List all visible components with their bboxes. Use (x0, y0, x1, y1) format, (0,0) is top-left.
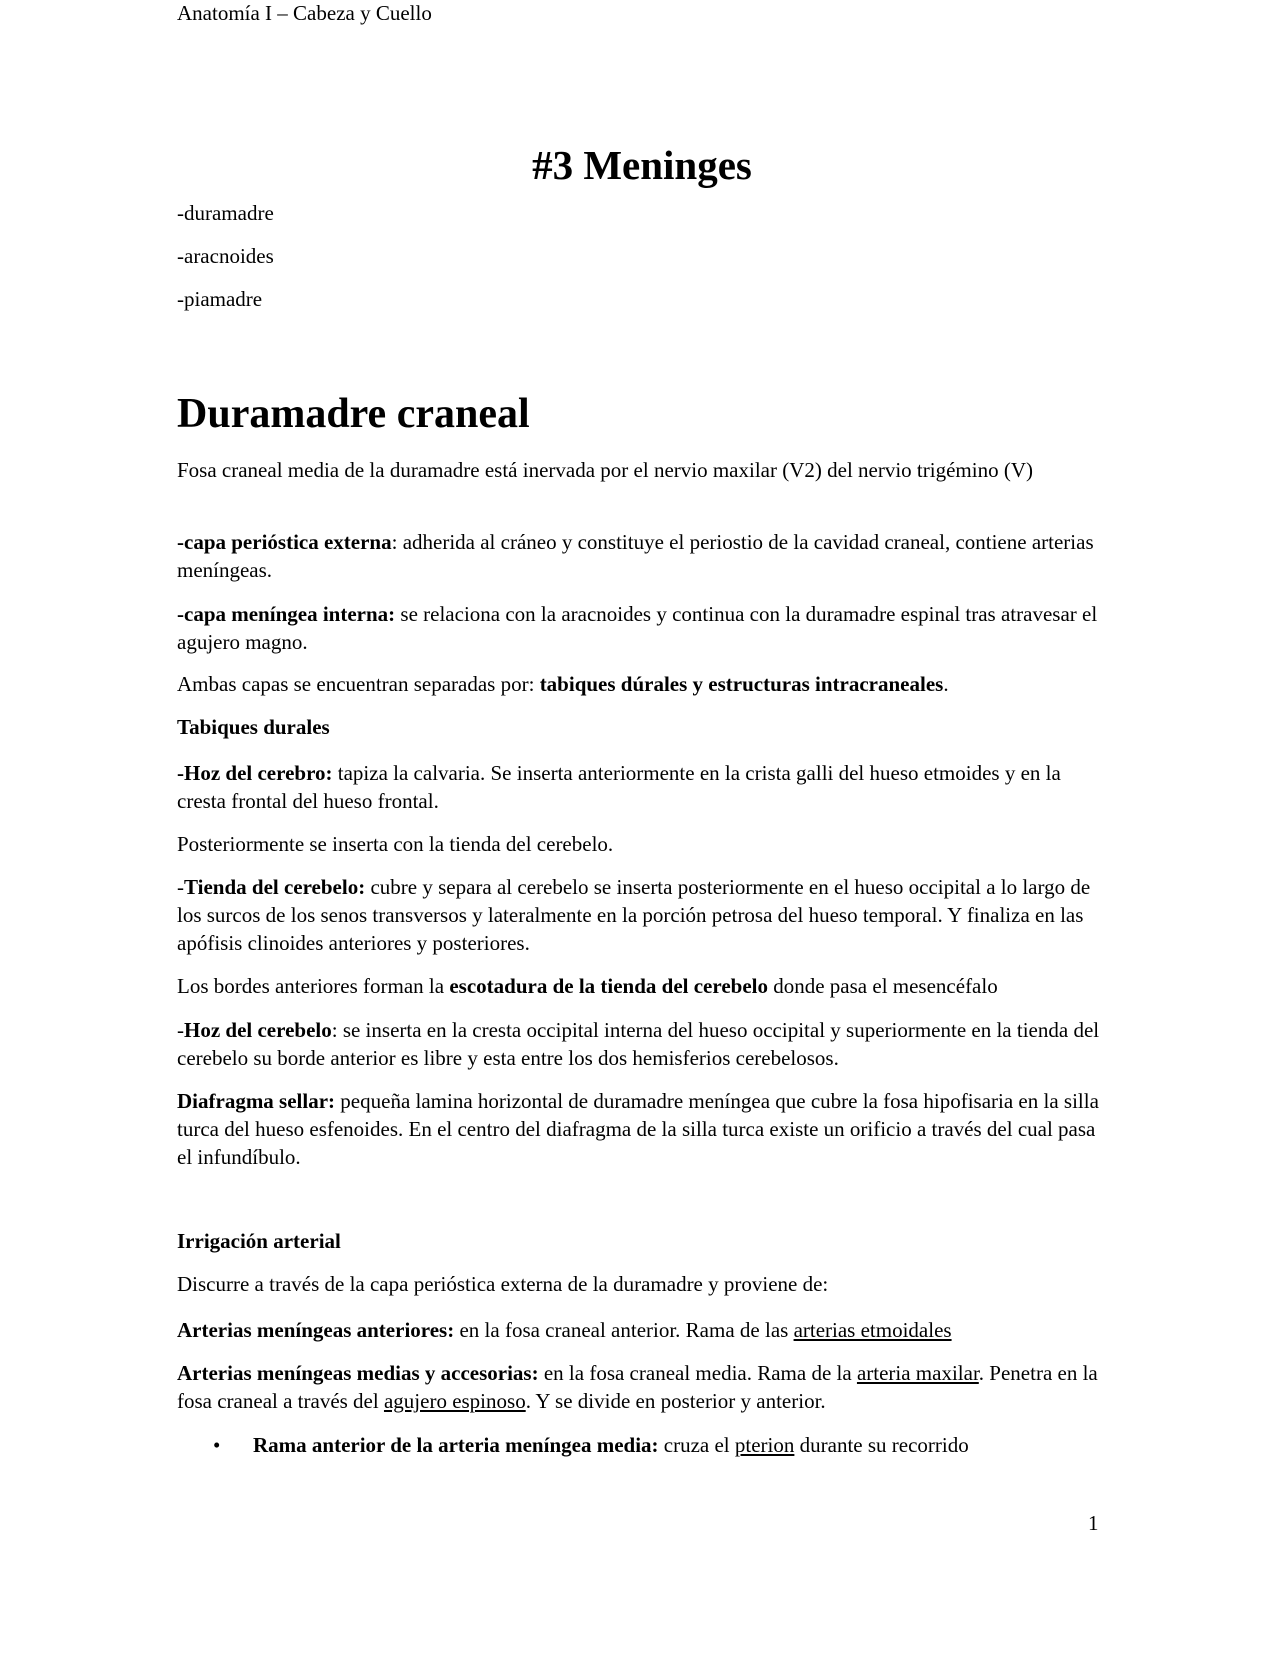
paragraph-text: Ambas capas se encuentran separadas por: (177, 672, 540, 696)
bold-term: Arterias meníngeas medias y accesorias: (177, 1361, 539, 1385)
paragraph (177, 873, 1107, 957)
subheading-text: Tabiques durales (177, 715, 330, 739)
paragraph-text: : se inserta en la cresta occipital interna del hueso occipital y superiormente en la tienda del cerebelo su borde anterior es libre y esta entre los dos hemisferios cerebelosos. (177, 1018, 1100, 1070)
paragraph-text: Los bordes anteriores forman la (177, 974, 450, 998)
paragraph-text: : adherida al cráneo y constituye el periostio de la cavidad craneal, contiene arterias meníngeas. (177, 530, 1094, 582)
paragraph-text: . Penetra en la fosa craneal a través del (177, 1361, 1098, 1413)
paragraph (177, 759, 1107, 815)
bold-term: Hoz del cerebelo (184, 1018, 332, 1042)
section-heading: Duramadre craneal (177, 391, 530, 437)
bold-term: -capa perióstica externa (177, 530, 392, 554)
paragraph (177, 1016, 1107, 1072)
paragraph-text: en la fosa craneal media. Rama de la (538, 1361, 857, 1385)
bold-term: -capa meníngea interna: (177, 602, 396, 626)
paragraph (177, 528, 1107, 584)
subheading (177, 1227, 1107, 1255)
paragraph-text: cruza el (658, 1433, 735, 1457)
bold-term: Arterias meníngeas anteriores: (177, 1318, 455, 1342)
subheading (177, 713, 1107, 741)
bullet-item (213, 1431, 1093, 1459)
paragraph-text: cubre y separa al cerebelo se inserta posteriormente en el hueso occipital a lo largo de los surcos de los senos transversos y lateralmente en la porción petrosa del hueso temporal. Y finaliza en las apófisis clinoides anteriores y posteriores. (177, 875, 1091, 955)
underlined-term: pterion (734, 1433, 795, 1457)
bold-term: Diafragma sellar: (177, 1089, 336, 1113)
document-title: #3 Meninges (532, 142, 752, 188)
paragraph-text: en la fosa craneal anterior. Rama de las (454, 1318, 794, 1342)
paragraph-text: - (177, 875, 184, 899)
paragraph-text: pequeña lamina horizontal de duramadre meníngea que cubre la fosa hipofisaria en la silla turca del hueso esfenoides. En el centro del diafragma de la silla turca existe un orificio a través del cual pasa el infundíbulo. (177, 1089, 1099, 1169)
page-header: Anatomía I – Cabeza y Cuello (177, 1, 432, 25)
bold-term: tabiques dúrales y estructuras intracraneales (539, 672, 944, 696)
paragraph: Discurre a través de la capa perióstica externa de la duramadre y proviene de: (177, 1272, 829, 1296)
paragraph (177, 1359, 1107, 1415)
subheading-text: Irrigación arterial (177, 1229, 341, 1253)
underlined-term: agujero espinoso (383, 1389, 526, 1413)
paragraph-text: - (177, 1018, 184, 1042)
underlined-term: arteria maxilar (856, 1361, 979, 1385)
bold-term: -Hoz del cerebro: (177, 761, 333, 785)
bullet-icon: • (213, 1433, 221, 1457)
paragraph (177, 1087, 1107, 1171)
underlined-term: arterias etmoidales (793, 1318, 952, 1342)
list-item: -aracnoides (177, 244, 274, 268)
paragraph-text: . (943, 672, 949, 696)
paragraph-text: . Y se divide en posterior y anterior. (525, 1389, 826, 1413)
bold-term: escotadura de la tienda del cerebelo (449, 974, 768, 998)
paragraph-text: se relaciona con la aracnoides y continua con la duramadre espinal tras atravesar el agujero magno. (177, 602, 1098, 654)
paragraph-text: tapiza la calvaria. Se inserta anteriormente en la crista galli del hueso etmoides y en la cresta frontal del hueso frontal. (177, 761, 1061, 813)
bold-term: Rama anterior de la arteria meníngea media: (253, 1433, 659, 1457)
paragraph (177, 1316, 1107, 1344)
paragraph: Posteriormente se inserta con la tienda del cerebelo. (177, 832, 614, 856)
paragraph (177, 972, 1107, 1000)
page-number: 1 (1088, 1511, 1099, 1535)
paragraph (177, 600, 1107, 656)
paragraph: Fosa craneal media de la duramadre está inervada por el nervio maxilar (V2) del nervio trigémino (V) (177, 458, 1033, 482)
list-item: -duramadre (177, 201, 274, 225)
paragraph-text: durante su recorrido (794, 1433, 969, 1457)
bold-term: Tienda del cerebelo: (184, 875, 366, 899)
paragraph (177, 670, 1107, 698)
list-item: -piamadre (177, 287, 263, 311)
paragraph-text: donde pasa el mesencéfalo (767, 974, 998, 998)
